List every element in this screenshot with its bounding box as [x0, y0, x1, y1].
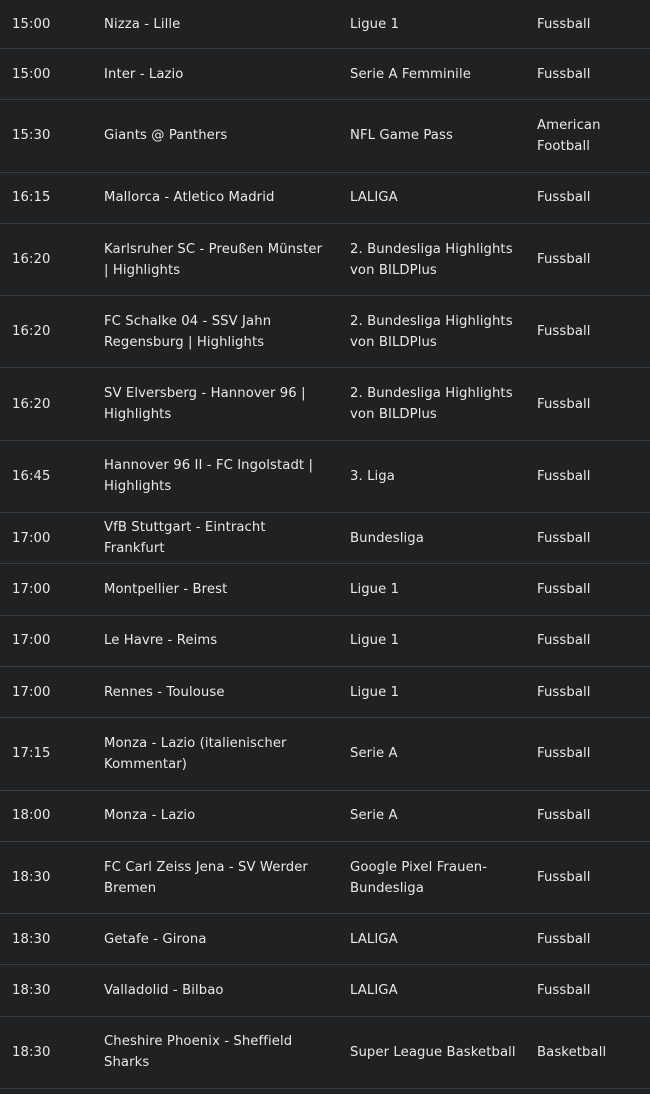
sport-cell: Fussball [537, 870, 591, 885]
table-row[interactable] [0, 368, 650, 440]
match-cell: Monza - Lazio [104, 808, 196, 824]
match-cell: Le Havre - Reims [104, 633, 218, 649]
sport-cell: Fussball [537, 530, 591, 546]
time-cell: 17:00 [12, 633, 51, 649]
sport-cell: Fussball [537, 983, 591, 999]
league-cell: Ligue 1 [350, 633, 400, 649]
match-cell: VfB Stuttgart - Eintracht Frankfurt [104, 520, 266, 557]
time-cell: 18:30 [12, 870, 51, 885]
time-cell: 17:00 [12, 684, 51, 700]
sport-cell: Fussball [537, 324, 591, 340]
sport-cell: Fussball [537, 190, 591, 206]
sport-cell: Fussball [537, 396, 591, 412]
time-cell: 18:30 [12, 1044, 51, 1060]
league-cell: Serie A [350, 808, 398, 824]
table-row[interactable] [0, 842, 650, 914]
match-cell: Montpellier - Brest [104, 582, 228, 598]
time-cell: 16:45 [12, 468, 51, 484]
table-row[interactable] [0, 0, 650, 49]
league-cell: 2. Bundesliga Highlights von BILDPlus [350, 313, 513, 350]
sport-cell: Fussball [537, 468, 591, 484]
match-cell: Valladolid - Bilbao [104, 983, 224, 999]
sport-cell: American Football [537, 117, 601, 154]
table-row[interactable] [0, 173, 650, 224]
league-cell: Google Pixel Frauen-Bundesliga [350, 859, 488, 896]
league-cell: Ligue 1 [350, 684, 400, 700]
table-row[interactable] [0, 296, 650, 368]
time-cell: 17:00 [12, 530, 51, 546]
time-cell: 15:00 [12, 66, 51, 82]
time-cell: 17:15 [12, 746, 51, 762]
table-row[interactable] [0, 718, 650, 790]
sport-cell: Fussball [537, 684, 591, 700]
table-row[interactable] [0, 49, 650, 100]
match-cell: FC Schalke 04 - SSV Jahn Regensburg | Highlights [104, 313, 272, 350]
time-cell: 18:00 [12, 808, 51, 824]
table-row[interactable] [0, 616, 650, 667]
time-cell: 16:20 [12, 396, 51, 412]
sport-cell: Fussball [537, 252, 591, 268]
league-cell: 2. Bundesliga Highlights von BILDPlus [350, 386, 513, 423]
time-cell: 16:20 [12, 252, 51, 268]
match-cell: Monza - Lazio (italienischer Kommentar) [104, 735, 287, 772]
table-row[interactable] [0, 513, 650, 564]
league-cell: Bundesliga [350, 530, 424, 546]
league-cell: Ligue 1 [350, 16, 400, 32]
table-row[interactable] [0, 564, 650, 615]
sport-cell: Fussball [537, 746, 591, 762]
table-row[interactable] [0, 667, 650, 718]
time-cell: 16:15 [12, 190, 51, 206]
league-cell: Serie A Femminile [350, 66, 471, 82]
time-cell: 18:30 [12, 983, 51, 999]
table-row[interactable] [0, 224, 650, 296]
match-cell: Getafe - Girona [104, 931, 207, 947]
league-cell: Super League Basketball [350, 1044, 516, 1060]
sport-cell: Fussball [537, 582, 591, 598]
table-row[interactable] [0, 100, 650, 172]
league-cell: 3. Liga [350, 468, 395, 484]
sport-cell: Basketball [537, 1044, 607, 1060]
league-cell: LALIGA [350, 983, 398, 999]
sport-cell: Fussball [537, 808, 591, 824]
match-cell: Nizza - Lille [104, 16, 181, 32]
match-cell: Cheshire Phoenix - Sheffield Sharks [104, 1034, 293, 1071]
match-cell: Giants @ Panthers [104, 128, 228, 144]
match-cell: Rennes - Toulouse [104, 684, 225, 700]
time-cell: 16:20 [12, 324, 51, 340]
time-cell: 18:30 [12, 931, 51, 947]
sport-cell: Fussball [537, 66, 591, 82]
match-cell: Hannover 96 II - FC Ingolstadt | Highlights [104, 458, 314, 495]
table-row[interactable] [0, 965, 650, 1016]
time-cell: 15:30 [12, 128, 51, 144]
time-cell: 17:00 [12, 582, 51, 598]
time-cell: 15:00 [12, 16, 51, 32]
match-cell: Mallorca - Atletico Madrid [104, 190, 275, 206]
league-cell: Serie A [350, 746, 398, 762]
table-row[interactable] [0, 441, 650, 513]
league-cell: LALIGA [350, 190, 398, 206]
table-row[interactable] [0, 1017, 650, 1089]
match-cell: FC Carl Zeiss Jena - SV Werder Bremen [104, 859, 308, 896]
sport-cell: Fussball [537, 16, 591, 32]
table-row[interactable] [0, 791, 650, 842]
table-row[interactable] [0, 914, 650, 965]
match-cell: Inter - Lazio [104, 66, 184, 82]
sport-cell: Fussball [537, 931, 591, 947]
league-cell: Ligue 1 [350, 582, 400, 598]
match-cell: SV Elversberg - Hannover 96 | Highlights [104, 386, 306, 423]
league-cell: 2. Bundesliga Highlights von BILDPlus [350, 241, 513, 278]
league-cell: LALIGA [350, 931, 398, 947]
sport-cell: Fussball [537, 633, 591, 649]
match-cell: Karlsruher SC - Preußen Münster | Highlights [104, 241, 323, 278]
league-cell: NFL Game Pass [350, 128, 453, 144]
